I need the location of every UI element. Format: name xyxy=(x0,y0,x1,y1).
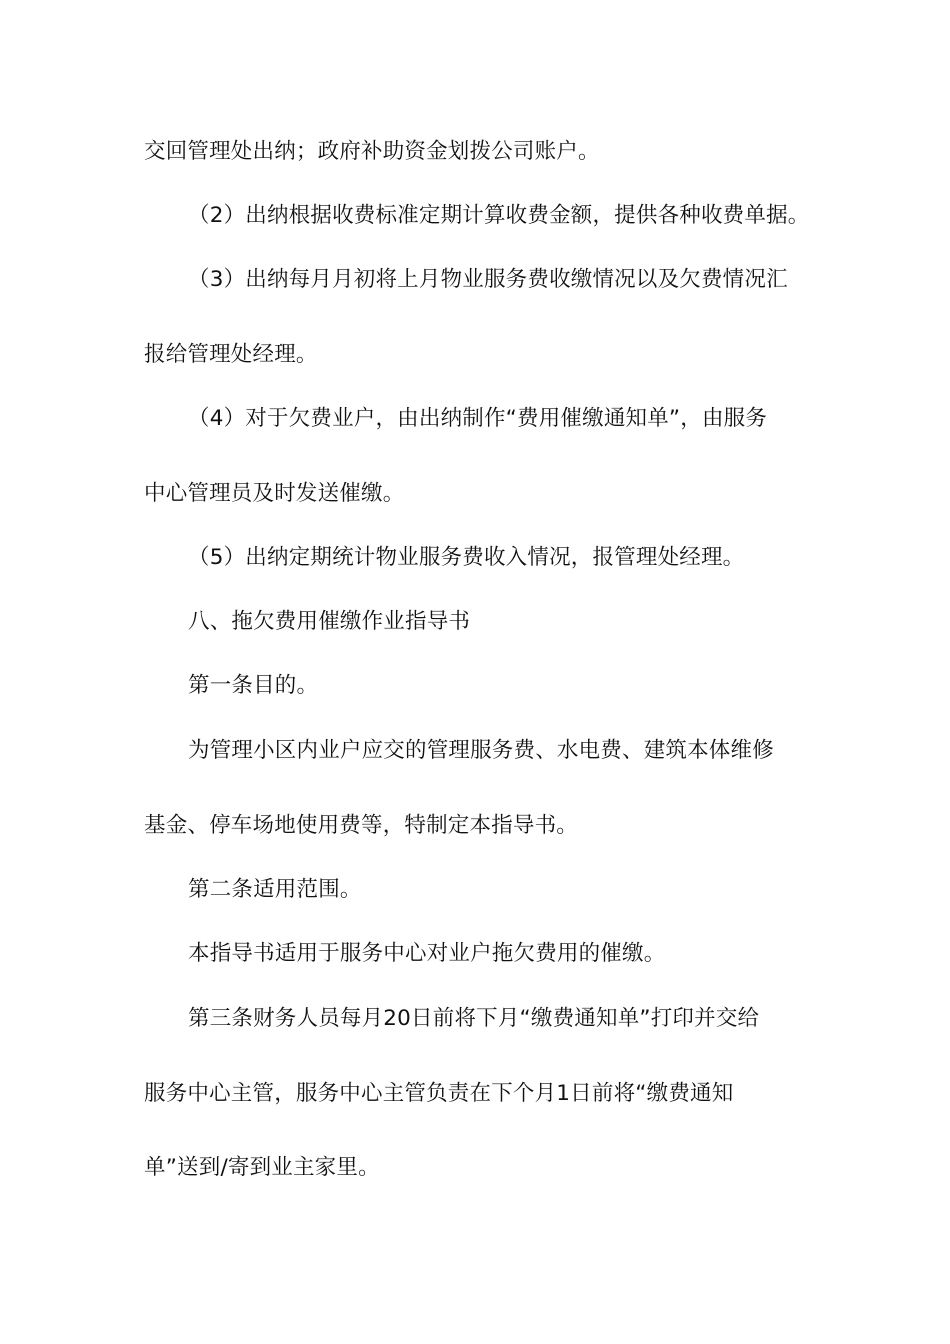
text-line-6: 中心管理员及时发送催缴。 xyxy=(144,481,405,506)
text-line-3: （3）出纳每月月初将上月物业服务费收缴情况以及欠费情况汇 xyxy=(188,267,788,292)
text-line-13: 本指导书适用于服务中心对业户拖欠费用的催缴。 xyxy=(188,941,666,966)
text-line-2: （2）出纳根据收费标准定期计算收费金额，提供各种收费单据。 xyxy=(188,203,810,228)
text-line-11: 基金、停车场地使用费等，特制定本指导书。 xyxy=(144,813,579,838)
article-2-title: 第二条适用范围。 xyxy=(188,877,362,902)
text-line-7: （5）出纳定期统计物业服务费收入情况，报管理处经理。 xyxy=(188,545,745,570)
text-line-5: （4）对于欠费业户，由出纳制作“费用催缴通知单”，由服务 xyxy=(188,406,768,431)
section-heading: 八、拖欠费用催缴作业指导书 xyxy=(188,609,471,634)
text-line-15: 服务中心主管，服务中心主管负责在下个月1日前将“缴费通知 xyxy=(144,1081,734,1106)
article-1-title: 第一条目的。 xyxy=(188,673,319,698)
text-line-4: 报给管理处经理。 xyxy=(144,342,318,367)
text-line-1: 交回管理处出纳；政府补助资金划拨公司账户。 xyxy=(144,139,600,164)
text-line-10: 为管理小区内业户应交的管理服务费、水电费、建筑本体维修 xyxy=(188,738,774,763)
text-line-16: 单”送到/寄到业主家里。 xyxy=(144,1155,380,1180)
text-line-14: 第三条财务人员每月20日前将下月“缴费通知单”打印并交给 xyxy=(188,1006,760,1031)
